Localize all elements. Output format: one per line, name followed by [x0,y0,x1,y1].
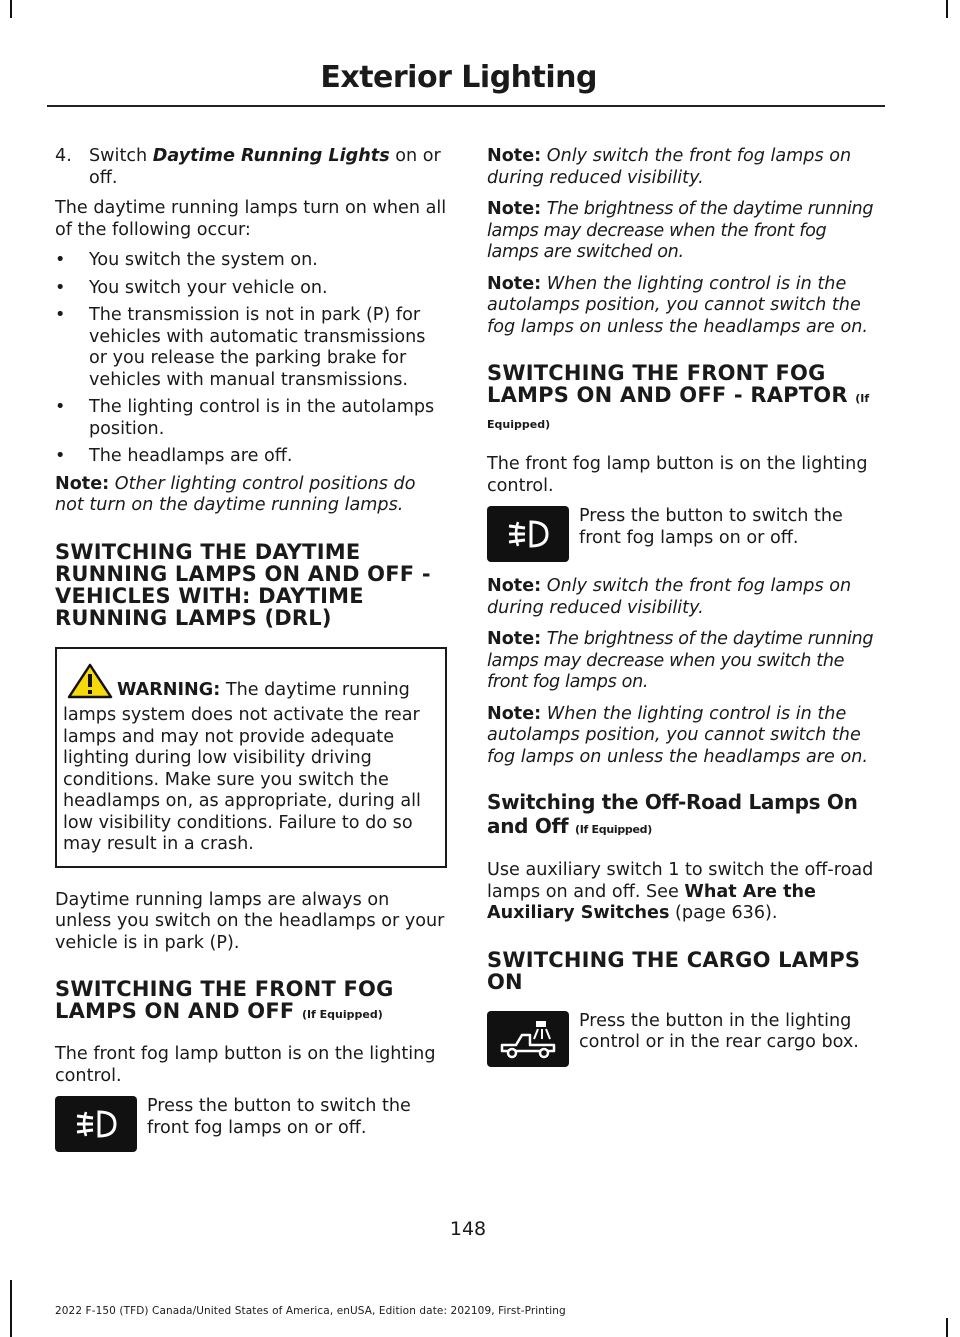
note: Note: Only switch the front fog lamps on during reduced visibility. [487,146,852,188]
note: Note: Other lighting control positions do not turn on the daytime running lamps. [55,473,416,515]
crop-mark-bottom-left [10,1280,12,1337]
fog-button-row [55,1096,447,1152]
step-text: Switch Daytime Running Lights on or off. [89,146,441,188]
cross-reference-link[interactable]: What Are the Auxiliary Switches [487,881,816,923]
raptor-fog-button-row [487,506,879,562]
fog-intro: The front fog lamp button is on the lighting control. [55,1044,436,1086]
section-heading-raptor: SWITCHING THE FRONT FOG LAMPS ON AND OFF - RAPTOR (If Equipped) [487,361,870,431]
header-rule [47,105,885,107]
left-column [55,146,447,1166]
condition-list [55,250,447,468]
note: Note: When the lighting control is in the autolamps position, you cannot switch the fog lamps on unless the headlamps are on. [487,703,868,767]
note: Note: The brightness of the daytime running lamps may decrease when you switch the front fog lamps on. [487,629,874,692]
warning-triangle-icon [67,663,113,706]
section-heading-cargo: SWITCHING THE CARGO LAMPS ON [487,947,861,994]
footer-edition: 2022 F-150 (TFD) Canada/United States of America, enUSA, Edition date: 202109, First-Printing [55,1305,566,1317]
drl-description: Daytime running lamps are always on unless you switch on the headlamps or your vehicle is in park (P). [55,889,445,953]
warning-box [55,647,447,868]
crop-mark-top-left [10,0,12,18]
front-fog-lamp-icon [55,1096,137,1152]
raptor-intro: The front fog lamp button is on the lighting control. [487,454,868,496]
cargo-button-row [487,1011,879,1067]
section-heading-drl: SWITCHING THE DAYTIME RUNNING LAMPS ON AND OFF - VEHICLES WITH: DAYTIME RUNNING LAMPS (DRL) [55,539,431,630]
front-fog-lamp-icon [487,506,569,562]
note: Note: The brightness of the daytime running lamps may decrease when the front fog lamps are switched on. [487,199,874,262]
fog-press-text: Press the button to switch the front fog lamps on or off. [147,1096,411,1138]
offroad-text: Use auxiliary switch 1 to switch the off-road lamps on and off. See What Are the Auxiliary Switches (page 636). [487,860,874,923]
list-item: • You switch your vehicle on. [55,277,328,298]
section-heading-fog: SWITCHING THE FRONT FOG LAMPS ON AND OFF (If Equipped) [55,977,394,1023]
list-item: • You switch the system on. [55,250,318,270]
list-item: • The lighting control is in the autolamps position. [55,397,435,439]
crop-mark-bottom-right [946,1318,948,1337]
drl-intro: The daytime running lamps turn on when all of the following occur: [55,198,447,240]
warning-text: WARNING: The daytime running lamps system does not activate the rear lamps and may not provide adequate lighting during low visibility driving conditions. Make sure you switch the headlamps on, as appropriate, during all low visibility conditions. Failure to do so may result in a crash. [63,663,439,856]
step-number: 4. [55,146,72,166]
list-item: • The transmission is not in park (P) for vehicles with automatic transmissions or you release the parking brake for vehicles with manual transmissions. [55,305,426,390]
list-item: • The headlamps are off. [55,446,293,466]
cargo-press-text: Press the button in the lighting control or in the rear cargo box. [579,1010,859,1052]
right-column [487,146,879,1081]
note: Note: Only switch the front fog lamps on during reduced visibility. [487,576,852,618]
cargo-lamp-icon [487,1011,569,1067]
page-title: Exterior Lighting [320,60,597,95]
step-4 [55,146,447,189]
raptor-press-text: Press the button to switch the front fog lamps on or off. [579,506,843,548]
page-number: 148 [449,1218,487,1240]
note: Note: When the lighting control is in the autolamps position, you cannot switch the fog lamps on unless the headlamps are on. [487,273,868,337]
section-heading-offroad: Switching the Off-Road Lamps On and Off (If Equipped) [487,790,858,838]
crop-mark-top-right [946,0,948,18]
